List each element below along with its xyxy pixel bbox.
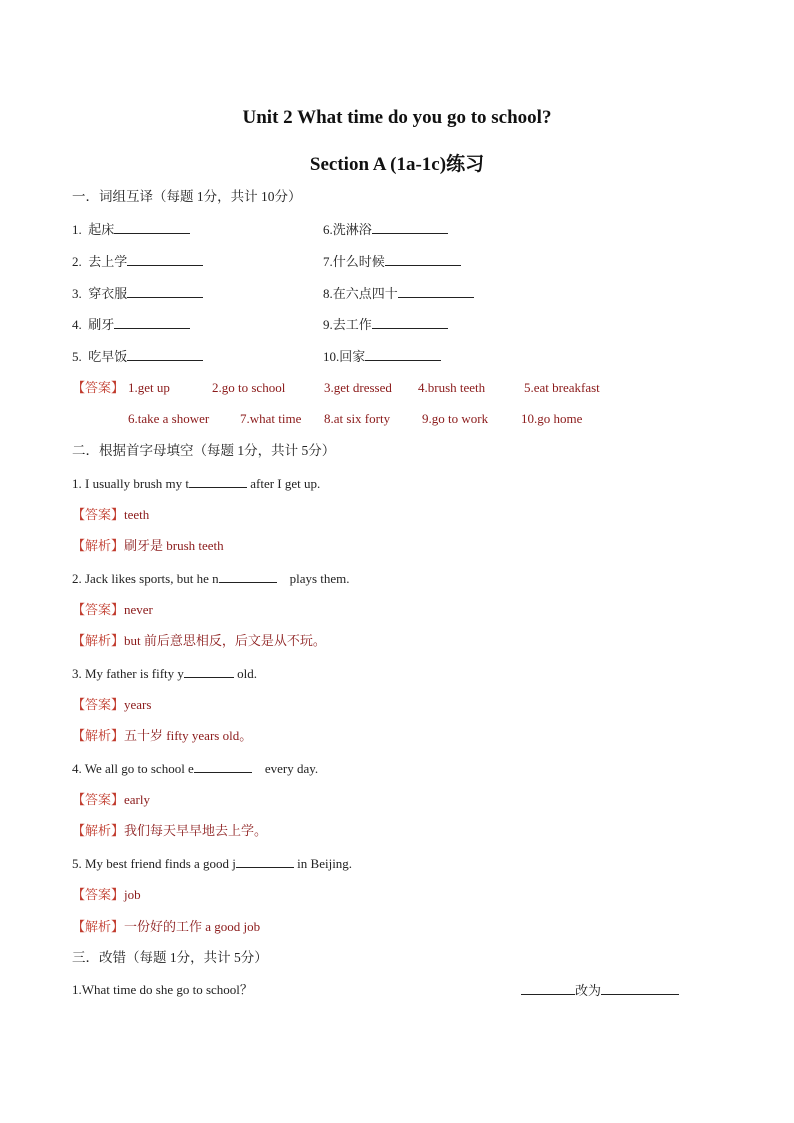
answer-blank[interactable] (236, 855, 294, 868)
analysis-line: 【解析】刷牙是 brush teeth (72, 538, 224, 553)
answer-blank[interactable] (219, 570, 277, 583)
list-item: 9.去工作 (323, 316, 448, 333)
list-item: 4. 刷牙 (72, 316, 190, 333)
answer-blank[interactable] (521, 982, 575, 995)
correction-question: 1.What time do she go to school？ (72, 982, 253, 997)
answer-item: 1.get up (128, 380, 170, 395)
answer-item: 4.brush teeth (418, 380, 486, 395)
question: 4. We all go to school e every day. (72, 761, 319, 776)
analysis-line: 【解析】我们每天早早地去上学。 (72, 823, 268, 838)
list-item: 1. 起床 (72, 221, 190, 238)
question: 5. My best friend finds a good j in Beijing. (72, 856, 353, 871)
section2-heading: 二．根据首字母填空（每题 1分，共计 5分） (72, 443, 336, 458)
answer-item: 5.eat breakfast (524, 380, 600, 395)
section3-heading: 三．改错（每题 1分，共计 5分） (72, 950, 268, 965)
list-item: 3. 穿衣服 (72, 285, 203, 302)
answer-blank[interactable] (114, 221, 190, 234)
answer-blank[interactable] (601, 982, 679, 995)
answer-line: 【答案】years (72, 697, 152, 712)
answer-line: 【答案】never (72, 602, 153, 617)
answer-line: 【答案】job (72, 887, 141, 902)
analysis-line: 【解析】五十岁 fifty years old。 (72, 728, 253, 743)
answer-item: 2.go to school (212, 380, 286, 395)
answer-item: 8.at six forty (324, 411, 391, 426)
answer-blank[interactable] (127, 253, 203, 266)
answer-blank[interactable] (365, 348, 441, 361)
page-title: Unit 2 What time do you go to school? (242, 107, 552, 128)
answer-blank[interactable] (189, 475, 247, 488)
answer-tag: 【答案】 (72, 380, 125, 395)
answer-item: 6.take a shower (128, 411, 210, 426)
answer-blank[interactable] (194, 760, 252, 773)
answer-blank[interactable] (372, 316, 448, 329)
list-item: 2. 去上学 (72, 253, 203, 270)
answer-blank[interactable] (398, 285, 474, 298)
analysis-line: 【解析】but 前后意思相反，后文是从不玩。 (72, 633, 326, 648)
question: 2. Jack likes sports, but he n plays them. (72, 571, 350, 586)
answer-blank[interactable] (184, 665, 234, 678)
list-item: 6.洗淋浴 (323, 221, 448, 238)
question: 3. My father is fifty y old. (72, 666, 258, 681)
answer-item: 3.get dressed (324, 380, 392, 395)
question: 1. I usually brush my t after I get up. (72, 476, 321, 491)
list-item: 7.什么时候 (323, 253, 461, 270)
answer-item: 7.what time (240, 411, 302, 426)
answer-blank[interactable] (385, 253, 461, 266)
answer-blank[interactable] (127, 285, 203, 298)
answer-blank[interactable] (114, 316, 190, 329)
answer-line: 【答案】early (72, 792, 150, 807)
answer-blank[interactable] (127, 348, 203, 361)
answer-blank[interactable] (372, 221, 448, 234)
correction-answer: 改为 (521, 982, 679, 999)
answer-item: 10.go home (521, 411, 583, 426)
analysis-line: 【解析】一份好的工作 a good job (72, 919, 261, 934)
answer-line: 【答案】teeth (72, 507, 150, 522)
answer-item: 9.go to work (422, 411, 489, 426)
list-item: 8.在六点四十 (323, 285, 474, 302)
list-item: 10.回家 (323, 348, 441, 365)
page-subtitle: Section A (1a-1c)练习 (309, 154, 485, 175)
list-item: 5. 吃早饭 (72, 348, 203, 365)
section1-heading: 一．词组互译（每题 1分，共计 10分） (72, 189, 302, 204)
